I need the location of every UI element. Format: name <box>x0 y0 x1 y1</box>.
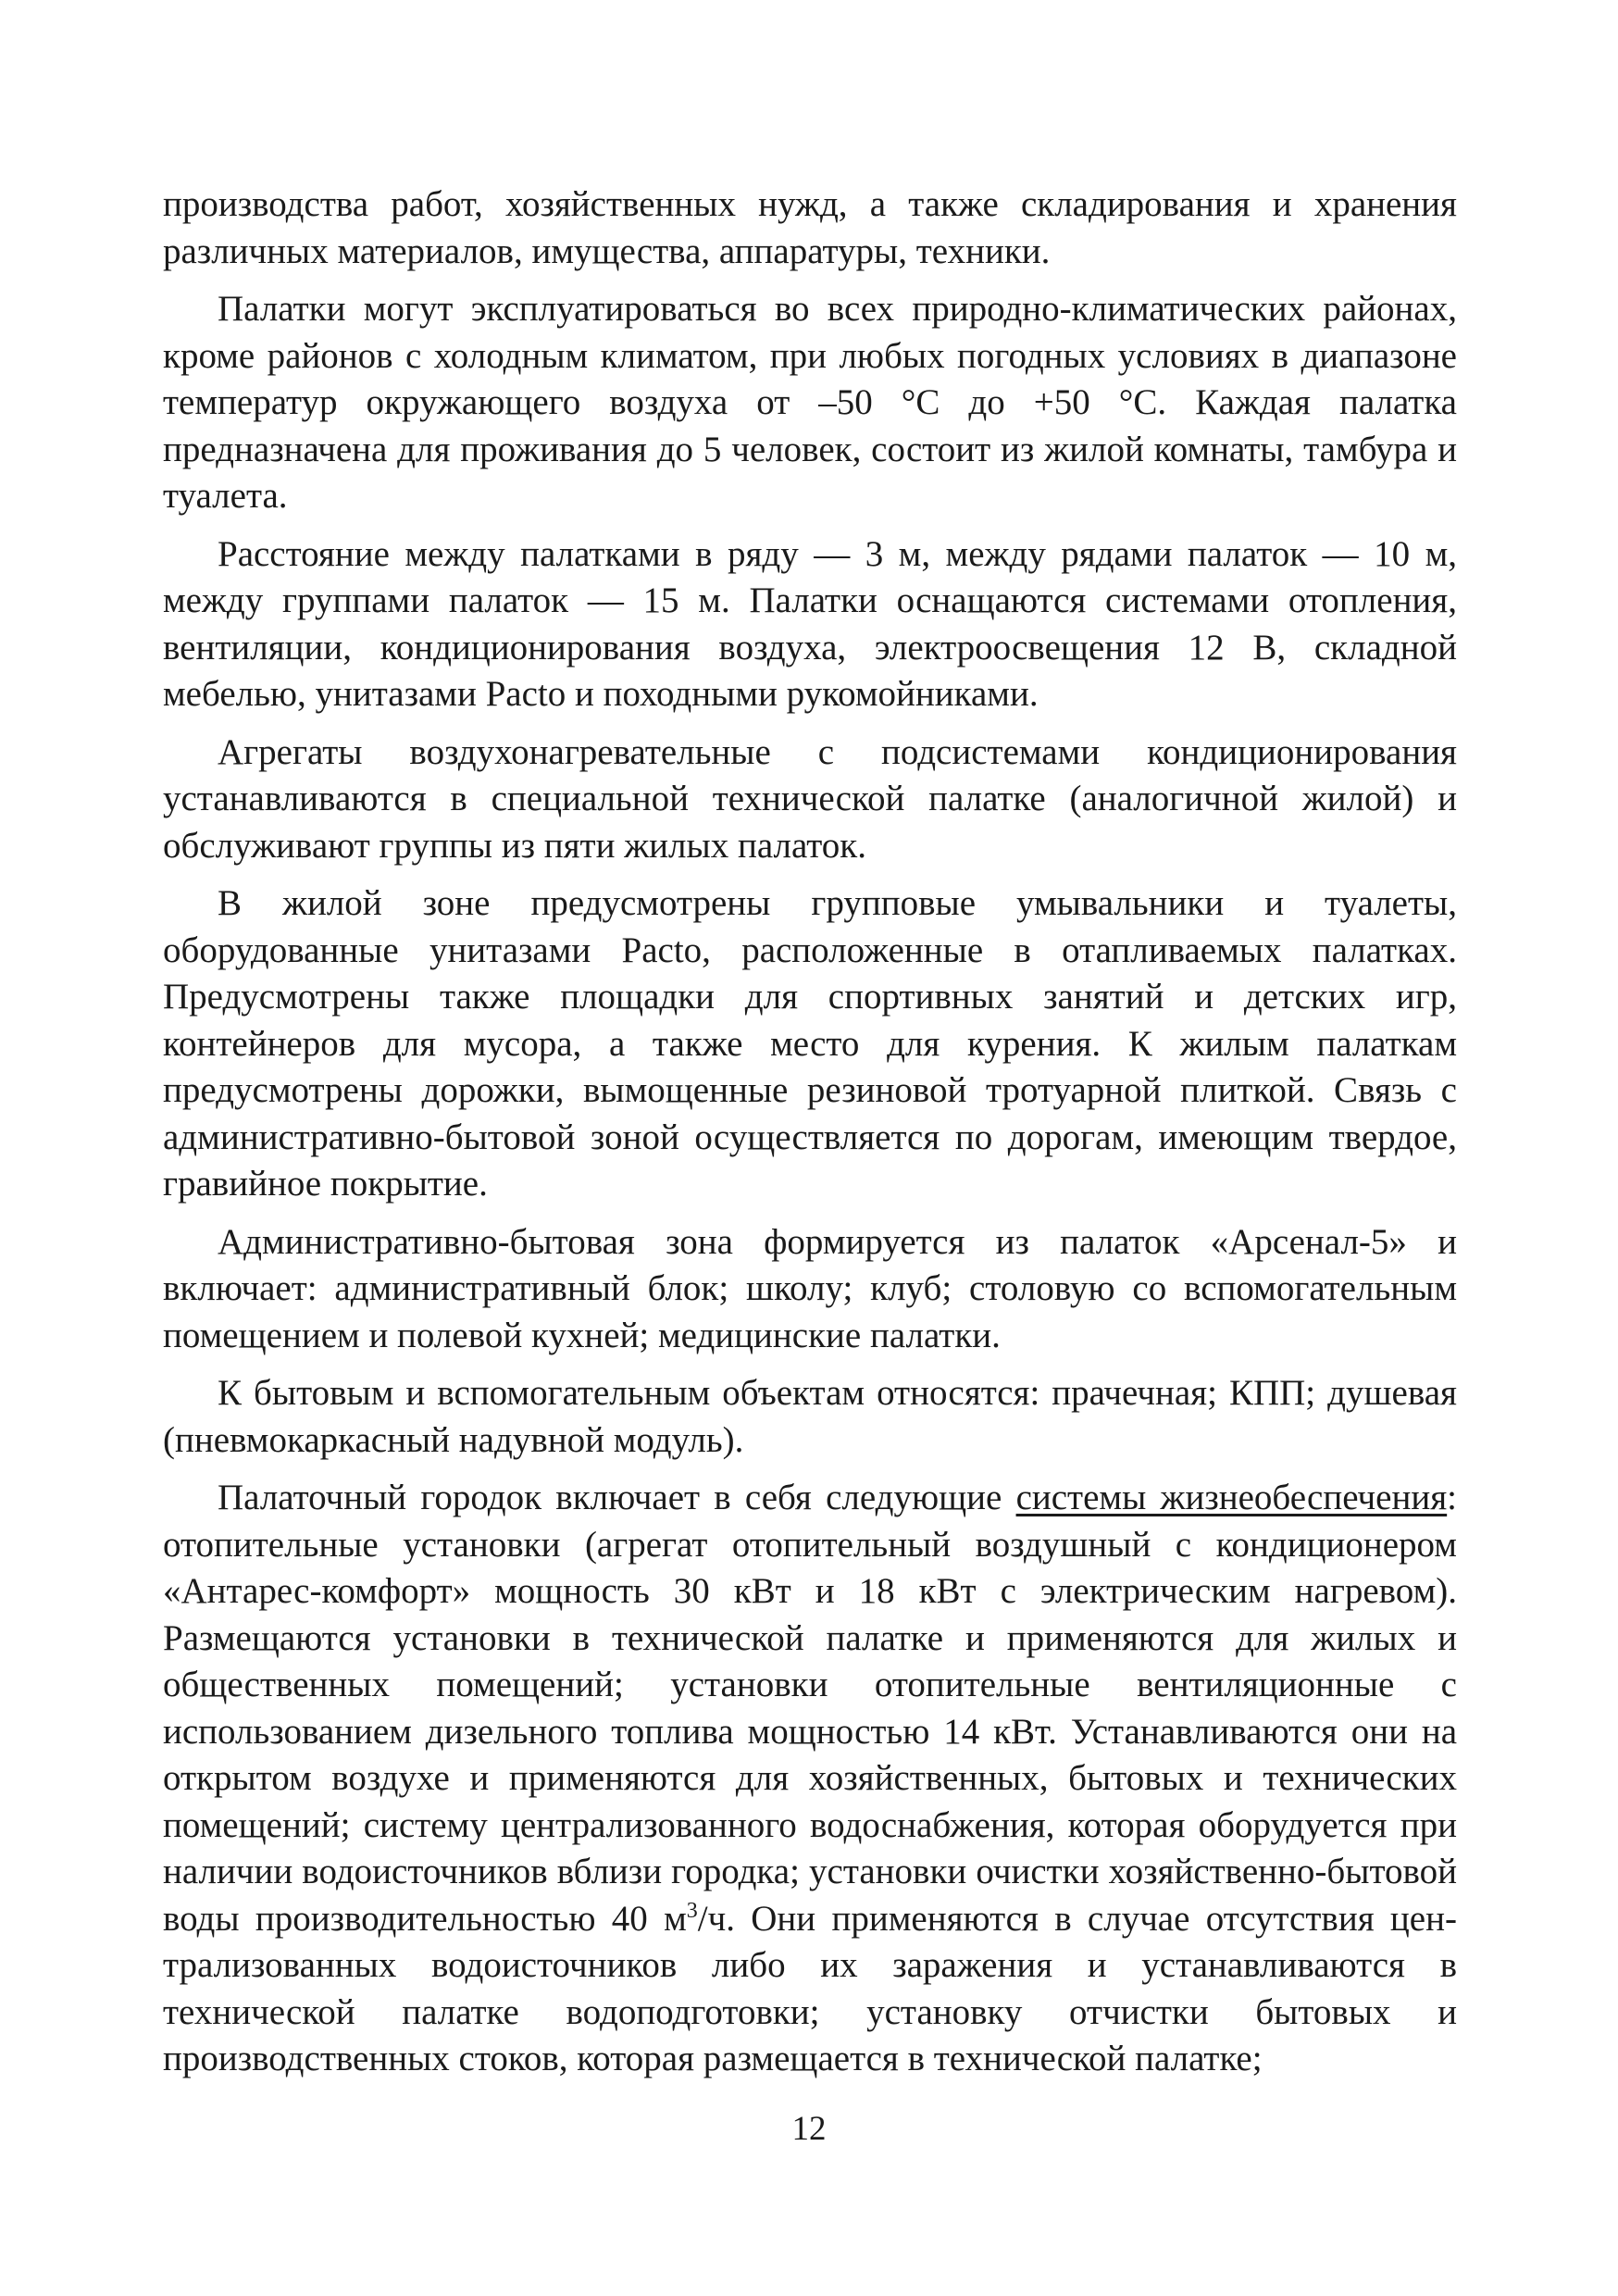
paragraph-8 <box>163 1475 1457 2083</box>
paragraph-6: Административно-бытовая зона формируется из палаток «Арсенал-5» и включает: административный блок; школу; клуб; столовую со вспомогательным помещением и полевой кухней; медицинские палатки. <box>163 1221 1457 1355</box>
paragraph-7: К бытовым и вспомогательным объектам относятся: прачечная; КПП; душевая (пневмокаркасный надувной модуль). <box>163 1373 1457 1460</box>
underlined-term: системы жизнеобеспечения <box>1015 1478 1448 1517</box>
superscript-3: 3 <box>686 1898 698 1923</box>
paragraph-4: Агрегаты воздухонагревательные с подсистемами кондиционирования устанавливаются в специальной технической палатке (аналогичной жилой) и обслуживают группы из пяти жилых палаток. <box>163 731 1457 866</box>
paragraph-3: Расстояние между палатками в ряду — 3 м, между рядами палаток — 10 м, между группами палаток — 15 м. Палатки оснащаются системами отопления, вентиляции, кондиционирования воздуха, электроосвещения 12 В, складной мебелью, унитазами Pacto и походными рукомойниками. <box>163 533 1457 714</box>
paragraph-8-part1: : отопительные установки (агрегат отопительный воздушный с кондиционером «Антарес-комфорт» мощность 30 кВт и 18 кВт с электрическим нагревом). Размещаются установки в технической палатке и применяются для жилых и общественных помещений; установки отопительные вентиляционные с использованием дизельного топлива мощностью 14 кВт. Устанавливаются они на открытом воздухе и применяются для хозяйственных, бытовых и технических помещений; систему централизованного водоснабжения, которая оборудуется при наличии водоисточников вблизи городка; установки очистки хозяйственно-бытовой воды производительностью 40 м <box>163 1478 1458 1939</box>
page-body <box>163 181 1457 2094</box>
paragraph-5: В жилой зоне предусмотрены групповые умывальники и туалеты, оборудованные унитазами Pacto, расположенные в отапливаемых палатках. Предусмотрены также площадки для спортивных занятий и детских игр, контейнеров для мусора, а также место для курения. К жилым палаткам предусмотрены дорожки, вымощенные резиновой тротуарной плиткой. Связь с административно-бытовой зоной осуществляется по дорогам, имеющим твердое, гравийное покрытие. <box>163 883 1457 1204</box>
page-number: 12 <box>791 2110 827 2148</box>
paragraph-8-lead: Палаточный городок включает в себя следующие <box>218 1478 1016 1517</box>
paragraph-8-part2: /ч. Они применяются в случае отсутствия централизованных водоисточников либо их заражения и устанавливаются в технической палатке водоподготовки; установку отчистки бытовых и производственных стоков, которая размещается в технической палатке; <box>163 1898 1457 2078</box>
paragraph-1: производства работ, хозяйственных нужд, а также складирования и хранения различных материалов, имущества, аппаратуры, техники. <box>163 184 1457 271</box>
paragraph-2: Палатки могут эксплуатироваться во всех природно-климатических районах, кроме районов с холодным климатом, при любых погодных условиях в диапазоне температур окружающего воздуха от –50 °С до +50 °С. Каждая палатка предназначена для проживания до 5 человек, состоит из жилой комнаты, тамбура и туалета. <box>163 289 1457 516</box>
